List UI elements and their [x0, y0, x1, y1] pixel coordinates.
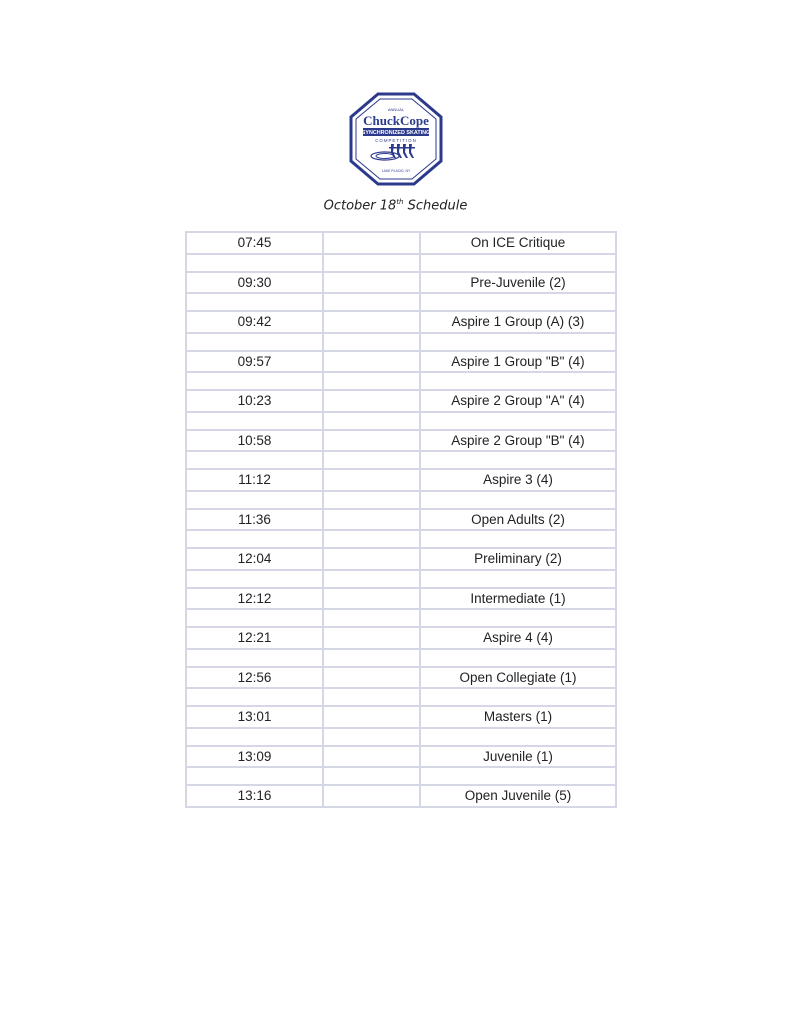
note-cell [323, 311, 420, 333]
note-cell [323, 509, 420, 531]
note-cell [323, 785, 420, 807]
time-cell: 12:12 [186, 588, 323, 610]
spacer-cell [420, 293, 616, 311]
note-cell [323, 667, 420, 689]
spacer-cell [186, 293, 323, 311]
spacer-cell [186, 728, 323, 746]
time-cell: 11:36 [186, 509, 323, 531]
schedule-row [186, 232, 616, 254]
time-cell: 12:56 [186, 667, 323, 689]
spacer-cell [323, 412, 420, 430]
spacer-cell [420, 333, 616, 351]
spacer-cell [323, 293, 420, 311]
competition-logo [347, 92, 445, 186]
note-cell [323, 351, 420, 373]
spacer-cell [420, 570, 616, 588]
schedule-body [186, 232, 616, 807]
note-cell [323, 746, 420, 768]
spacer-cell [186, 491, 323, 509]
title-rest: Schedule [403, 198, 468, 214]
time-cell: 13:01 [186, 706, 323, 728]
spacer-cell [186, 649, 323, 667]
spacer-cell [186, 609, 323, 627]
event-cell: Open Adults (2) [420, 509, 616, 531]
spacer-row [186, 491, 616, 509]
schedule-row [186, 588, 616, 610]
time-cell: 13:09 [186, 746, 323, 768]
spacer-cell [186, 333, 323, 351]
spacer-cell [420, 688, 616, 706]
spacer-cell [323, 570, 420, 588]
spacer-cell [186, 451, 323, 469]
schedule-row [186, 667, 616, 689]
spacer-row [186, 649, 616, 667]
spacer-cell [420, 728, 616, 746]
spacer-cell [323, 372, 420, 390]
spacer-cell [420, 530, 616, 548]
event-cell: Pre-Juvenile (2) [420, 272, 616, 294]
spacer-row [186, 412, 616, 430]
note-cell [323, 390, 420, 412]
logo-bottom-text: LAKE PLACID, NY [381, 169, 411, 173]
schedule-row [186, 390, 616, 412]
schedule-table [185, 231, 617, 808]
schedule-row [186, 469, 616, 491]
schedule-row [186, 272, 616, 294]
spacer-cell [323, 333, 420, 351]
schedule-row [186, 430, 616, 452]
event-cell: Masters (1) [420, 706, 616, 728]
time-cell: 12:21 [186, 627, 323, 649]
schedule-row [186, 746, 616, 768]
spacer-cell [186, 412, 323, 430]
spacer-cell [323, 491, 420, 509]
time-cell: 07:45 [186, 232, 323, 254]
note-cell [323, 430, 420, 452]
title-date: October 18 [323, 198, 397, 214]
spacer-cell [186, 570, 323, 588]
time-cell: 09:57 [186, 351, 323, 373]
note-cell [323, 588, 420, 610]
time-cell: 12:04 [186, 548, 323, 570]
time-cell: 13:16 [186, 785, 323, 807]
note-cell [323, 469, 420, 491]
spacer-row [186, 570, 616, 588]
title-ordinal: th [396, 198, 404, 206]
schedule-row [186, 311, 616, 333]
note-cell [323, 627, 420, 649]
spacer-cell [323, 649, 420, 667]
spacer-cell [186, 767, 323, 785]
page-title [0, 198, 791, 213]
event-cell: Preliminary (2) [420, 548, 616, 570]
spacer-cell [420, 609, 616, 627]
spacer-row [186, 609, 616, 627]
spacer-row [186, 688, 616, 706]
schedule-row [186, 785, 616, 807]
event-cell: Open Juvenile (5) [420, 785, 616, 807]
time-cell: 09:30 [186, 272, 323, 294]
spacer-cell [323, 530, 420, 548]
schedule-row [186, 509, 616, 531]
time-cell: 10:58 [186, 430, 323, 452]
spacer-cell [323, 451, 420, 469]
spacer-cell [323, 688, 420, 706]
schedule-row [186, 351, 616, 373]
time-cell: 10:23 [186, 390, 323, 412]
time-cell: 09:42 [186, 311, 323, 333]
event-cell: Aspire 2 Group "B" (4) [420, 430, 616, 452]
spacer-cell [420, 767, 616, 785]
spacer-row [186, 530, 616, 548]
logo-top-text: ANNUAL [387, 107, 405, 112]
schedule-row [186, 548, 616, 570]
spacer-cell [323, 609, 420, 627]
spacer-row [186, 767, 616, 785]
logo-banner: SYNCHRONIZED SKATING [361, 130, 431, 137]
event-cell: On ICE Critique [420, 232, 616, 254]
spacer-row [186, 451, 616, 469]
event-cell: Aspire 1 Group "B" (4) [420, 351, 616, 373]
spacer-row [186, 728, 616, 746]
spacer-cell [323, 767, 420, 785]
logo-subtitle: COMPETITION [375, 138, 417, 143]
schedule-row [186, 627, 616, 649]
spacer-cell [323, 254, 420, 272]
note-cell [323, 706, 420, 728]
note-cell [323, 232, 420, 254]
schedule-row [186, 706, 616, 728]
spacer-cell [420, 451, 616, 469]
spacer-cell [323, 728, 420, 746]
spacer-cell [420, 254, 616, 272]
spacer-cell [186, 530, 323, 548]
logo-name: ChuckCope [363, 113, 429, 128]
event-cell: Aspire 2 Group "A" (4) [420, 390, 616, 412]
spacer-row [186, 372, 616, 390]
spacer-row [186, 293, 616, 311]
spacer-row [186, 333, 616, 351]
spacer-row [186, 254, 616, 272]
spacer-cell [420, 491, 616, 509]
chuck-cope-logo-icon [347, 92, 445, 186]
spacer-cell [420, 412, 616, 430]
spacer-cell [186, 372, 323, 390]
event-cell: Aspire 3 (4) [420, 469, 616, 491]
event-cell: Aspire 4 (4) [420, 627, 616, 649]
note-cell [323, 548, 420, 570]
spacer-cell [420, 649, 616, 667]
spacer-cell [186, 688, 323, 706]
spacer-cell [186, 254, 323, 272]
spacer-cell [420, 372, 616, 390]
time-cell: 11:12 [186, 469, 323, 491]
event-cell: Juvenile (1) [420, 746, 616, 768]
event-cell: Aspire 1 Group (A) (3) [420, 311, 616, 333]
note-cell [323, 272, 420, 294]
event-cell: Intermediate (1) [420, 588, 616, 610]
event-cell: Open Collegiate (1) [420, 667, 616, 689]
